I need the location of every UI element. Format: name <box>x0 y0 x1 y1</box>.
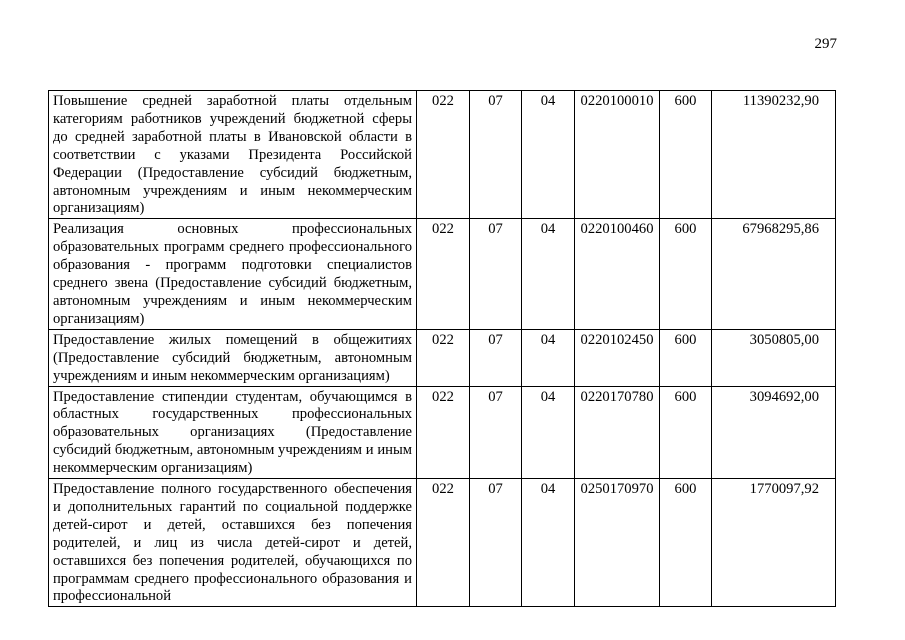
row-section-code: 07 <box>470 91 522 219</box>
row-subsection-code: 04 <box>522 479 575 607</box>
row-expense-type: 600 <box>660 386 712 479</box>
row-section-code: 07 <box>470 219 522 329</box>
table-row <box>49 219 836 329</box>
row-description: Предоставление стипендии студентам, обучающимся в областных государственных профессиональных образовательных организациях (Предоставление субсидий бюджетным, автономным учреждениям и иным некоммерческим организациям) <box>49 386 417 479</box>
row-subsection-code: 04 <box>522 91 575 219</box>
row-description: Предоставление жилых помещений в общежитиях (Предоставление субсидий бюджетным, автономным учреждениям и иным некоммерческим организациям) <box>49 329 417 386</box>
row-ministry-code: 022 <box>417 479 470 607</box>
row-target-article: 0250170970 <box>575 479 660 607</box>
row-amount: 67968295,86 <box>712 219 836 329</box>
table-row <box>49 329 836 386</box>
row-amount: 3050805,00 <box>712 329 836 386</box>
row-description: Реализация основных профессиональных образовательных программ среднего профессионального образования - программ подготовки специалистов среднего звена (Предоставление субсидий бюджетным, автономным учреждениям и иным некоммерческим организациям) <box>49 219 417 329</box>
row-section-code: 07 <box>470 329 522 386</box>
row-section-code: 07 <box>470 479 522 607</box>
row-amount: 11390232,90 <box>712 91 836 219</box>
row-expense-type: 600 <box>660 329 712 386</box>
row-target-article: 0220170780 <box>575 386 660 479</box>
row-subsection-code: 04 <box>522 329 575 386</box>
row-ministry-code: 022 <box>417 91 470 219</box>
table-row <box>49 479 836 607</box>
row-expense-type: 600 <box>660 91 712 219</box>
row-description: Предоставление полного государственного обеспечения и дополнительных гарантий по социальной поддержке детей-сирот и детей, оставшихся без попечения родителей, и лиц из числа детей-сирот и детей, оставшихся без попечения родителей, обучающихся по программам среднего профессионального образования и профессиональной <box>49 479 417 607</box>
row-ministry-code: 022 <box>417 219 470 329</box>
row-expense-type: 600 <box>660 479 712 607</box>
row-amount: 1770097,92 <box>712 479 836 607</box>
row-target-article: 0220100460 <box>575 219 660 329</box>
row-expense-type: 600 <box>660 219 712 329</box>
row-subsection-code: 04 <box>522 386 575 479</box>
table-row <box>49 386 836 479</box>
row-description: Повышение средней заработной платы отдельным категориям работников учреждений бюджетной сферы до средней заработной платы в Ивановской области в соответствии с указами Президента Российской Федерации (Предоставление субсидий бюджетным, автономным учреждениям и иным некоммерческим организациям) <box>49 91 417 219</box>
page-number: 297 <box>814 36 837 52</box>
row-ministry-code: 022 <box>417 329 470 386</box>
row-section-code: 07 <box>470 386 522 479</box>
table-row <box>49 91 836 219</box>
row-ministry-code: 022 <box>417 386 470 479</box>
row-target-article: 0220102450 <box>575 329 660 386</box>
row-subsection-code: 04 <box>522 219 575 329</box>
budget-table <box>48 90 836 607</box>
row-target-article: 0220100010 <box>575 91 660 219</box>
row-amount: 3094692,00 <box>712 386 836 479</box>
